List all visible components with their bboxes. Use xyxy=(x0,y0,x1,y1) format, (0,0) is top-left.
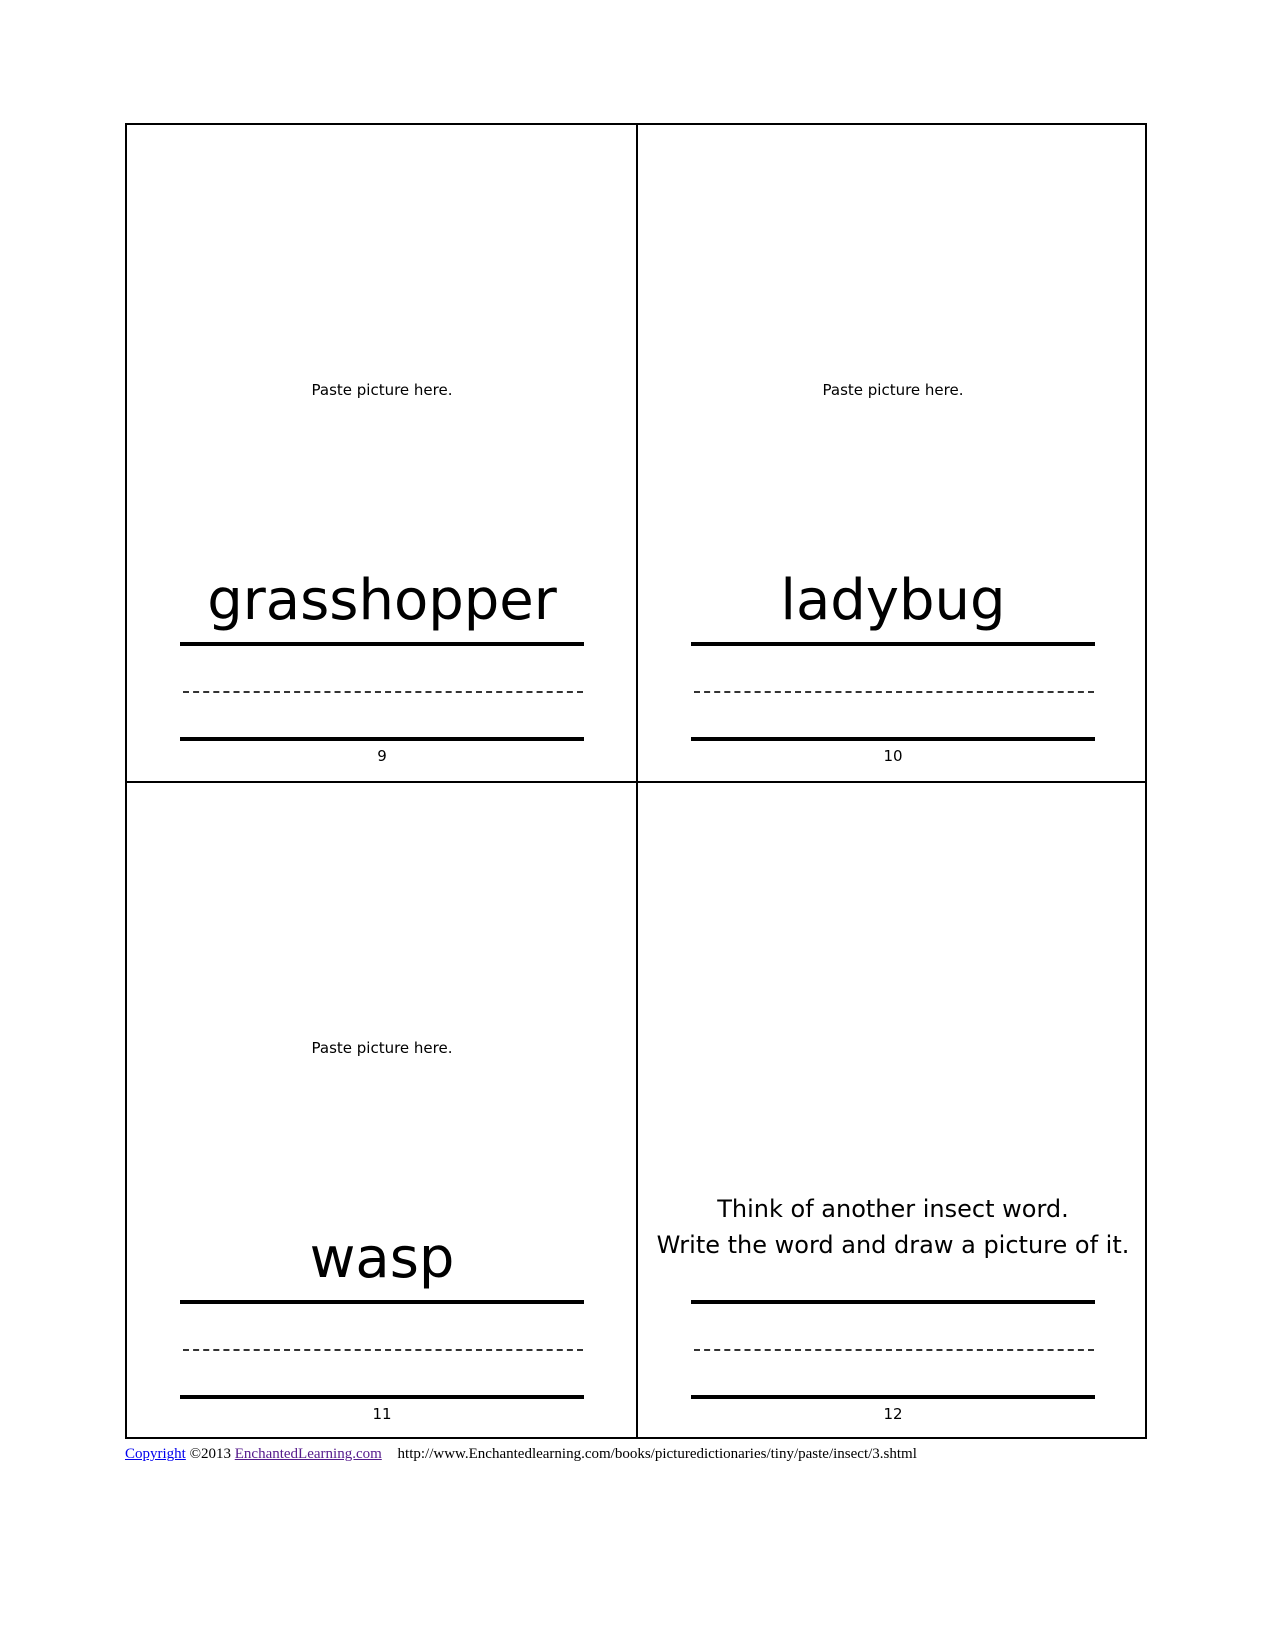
flashcard-sheet xyxy=(125,123,1147,1439)
writing-line-dashed xyxy=(183,1349,583,1351)
writing-line-top xyxy=(691,642,1095,646)
page-number: 12 xyxy=(883,1405,903,1423)
card-grasshopper xyxy=(127,125,637,782)
page-number: 11 xyxy=(372,1405,392,1423)
footer xyxy=(125,1446,917,1463)
write-prompt xyxy=(638,1191,1148,1263)
paste-picture-label: Paste picture here. xyxy=(311,1039,453,1057)
writing-line-bottom xyxy=(691,1395,1095,1399)
card-word: ladybug xyxy=(780,568,1006,633)
prompt-line-2: Write the word and draw a picture of it. xyxy=(656,1231,1130,1259)
card-write-your-own xyxy=(638,783,1148,1440)
page-number: 9 xyxy=(377,747,387,765)
prompt-line-1: Think of another insect word. xyxy=(717,1195,1069,1223)
writing-line-top xyxy=(180,1300,584,1304)
card-word: wasp xyxy=(309,1226,455,1291)
copyright-year: ©2013 xyxy=(189,1446,231,1462)
writing-line-dashed xyxy=(183,691,583,693)
copyright-link[interactable]: Copyright xyxy=(125,1446,186,1462)
writing-line-top xyxy=(180,642,584,646)
card-word: grasshopper xyxy=(207,568,557,633)
writing-line-dashed xyxy=(694,691,1094,693)
card-wasp xyxy=(127,783,637,1440)
writing-line-top xyxy=(691,1300,1095,1304)
page-number: 10 xyxy=(883,747,903,765)
card-ladybug xyxy=(638,125,1148,782)
site-link[interactable]: EnchantedLearning.com xyxy=(234,1446,382,1462)
page-url: http://www.Enchantedlearning.com/books/picturedictionaries/tiny/paste/insect/3.shtml xyxy=(397,1446,917,1462)
paste-picture-label: Paste picture here. xyxy=(311,381,453,399)
paste-picture-label: Paste picture here. xyxy=(822,381,964,399)
writing-line-bottom xyxy=(691,737,1095,741)
writing-line-dashed xyxy=(694,1349,1094,1351)
writing-line-bottom xyxy=(180,737,584,741)
writing-line-bottom xyxy=(180,1395,584,1399)
